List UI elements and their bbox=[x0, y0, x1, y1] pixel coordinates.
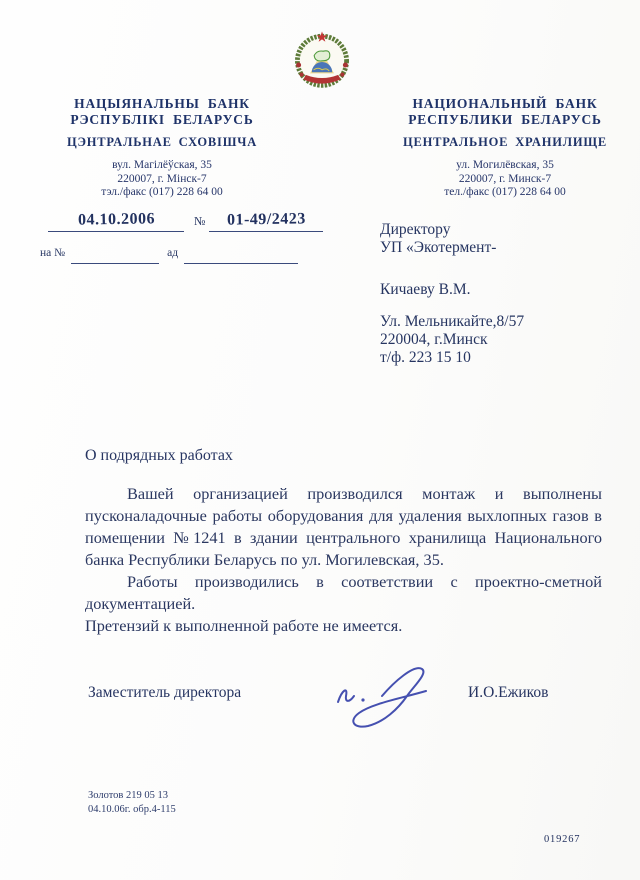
on-number-blank-field bbox=[71, 243, 159, 264]
body-paragraph-3: Претензий к выполненной работе не имеется. bbox=[85, 616, 403, 635]
address-phone-ru: тел./факс (017) 228 64 00 bbox=[444, 186, 566, 198]
number-sign: № bbox=[194, 214, 206, 228]
reference-block bbox=[40, 210, 330, 266]
executor-name-phone: Золотов 219 05 13 bbox=[88, 790, 169, 801]
address-city-ru: 220007, г. Минск-7 bbox=[458, 172, 552, 185]
recipient-name: Кичаеву В.М. bbox=[380, 281, 471, 298]
letter-date: 04.10.2006 bbox=[77, 210, 155, 229]
sender-address-by bbox=[34, 159, 290, 200]
outgoing-number: 01-49/2423 bbox=[226, 210, 306, 229]
handwritten-signature bbox=[322, 650, 447, 730]
from-date-label: ад bbox=[167, 247, 179, 259]
division-name-by: ЦЭНТРАЛЬНАЕ СХОВІШЧА bbox=[66, 135, 258, 149]
date-field bbox=[48, 211, 184, 232]
recipient-position: Директору bbox=[380, 221, 451, 238]
address-phone-by: тэл./факс (017) 228 64 00 bbox=[101, 186, 223, 198]
sender-header-belarusian bbox=[34, 96, 290, 200]
on-number-label: на № bbox=[40, 247, 66, 259]
address-street-ru: ул. Могилёвская, 35 bbox=[456, 159, 554, 171]
reference-row-date-number bbox=[40, 210, 330, 234]
from-date-blank-field bbox=[184, 243, 298, 264]
belarus-coat-of-arms-emblem bbox=[292, 29, 352, 89]
body-paragraph-2: Работы производились в соответствии с проектно-сметной документацией. bbox=[85, 572, 602, 613]
signatory-name: И.О.Ежиков bbox=[468, 684, 549, 701]
bank-name-line1-by: НАЦЫЯНАЛЬНЫ БАНК bbox=[74, 96, 250, 111]
recipient-city: 220004, г.Минск bbox=[380, 331, 488, 348]
sender-header-russian bbox=[386, 96, 624, 200]
letter-body bbox=[85, 483, 602, 637]
bank-name-line2-ru: РЕСПУБЛИКИ БЕЛАРУСЬ bbox=[408, 112, 602, 127]
recipient-organization: УП «Экотермент- bbox=[380, 239, 497, 256]
reference-row-reply bbox=[40, 242, 330, 266]
executor-footer bbox=[88, 789, 176, 816]
address-street-by: вул. Магілёўская, 35 bbox=[112, 159, 212, 171]
sender-address-ru bbox=[386, 159, 624, 200]
signatory-title: Заместитель директора bbox=[88, 684, 242, 701]
form-serial-number: 019267 bbox=[544, 834, 581, 845]
address-city-by: 220007, г. Мінск-7 bbox=[117, 172, 207, 185]
outgoing-number-field bbox=[209, 211, 323, 232]
executor-date-note: 04.10.06г. обр.4-115 bbox=[88, 803, 176, 815]
bank-name-line1-ru: НАЦИОНАЛЬНЫЙ БАНК bbox=[412, 96, 598, 111]
recipient-block bbox=[380, 221, 620, 367]
recipient-phone: т/ф. 223 15 10 bbox=[380, 349, 471, 366]
division-name-ru: ЦЕНТРАЛЬНОЕ ХРАНИЛИЩЕ bbox=[402, 135, 608, 149]
body-paragraph-1: Вашей организацией производился монтаж и выполнены пусконаладочные работы оборудования для удаления выхлопных газов в помещении №1241 в здании центрального хранилища Национального банка Республики Беларусь по ул. Могилевская, 35. bbox=[85, 484, 602, 569]
recipient-street: Ул. Мельникайте,8/57 bbox=[380, 313, 525, 330]
bank-name-line2-by: РЭСПУБЛІКІ БЕЛАРУСЬ bbox=[70, 112, 254, 127]
letter-subject: О подрядных работах bbox=[85, 447, 233, 464]
